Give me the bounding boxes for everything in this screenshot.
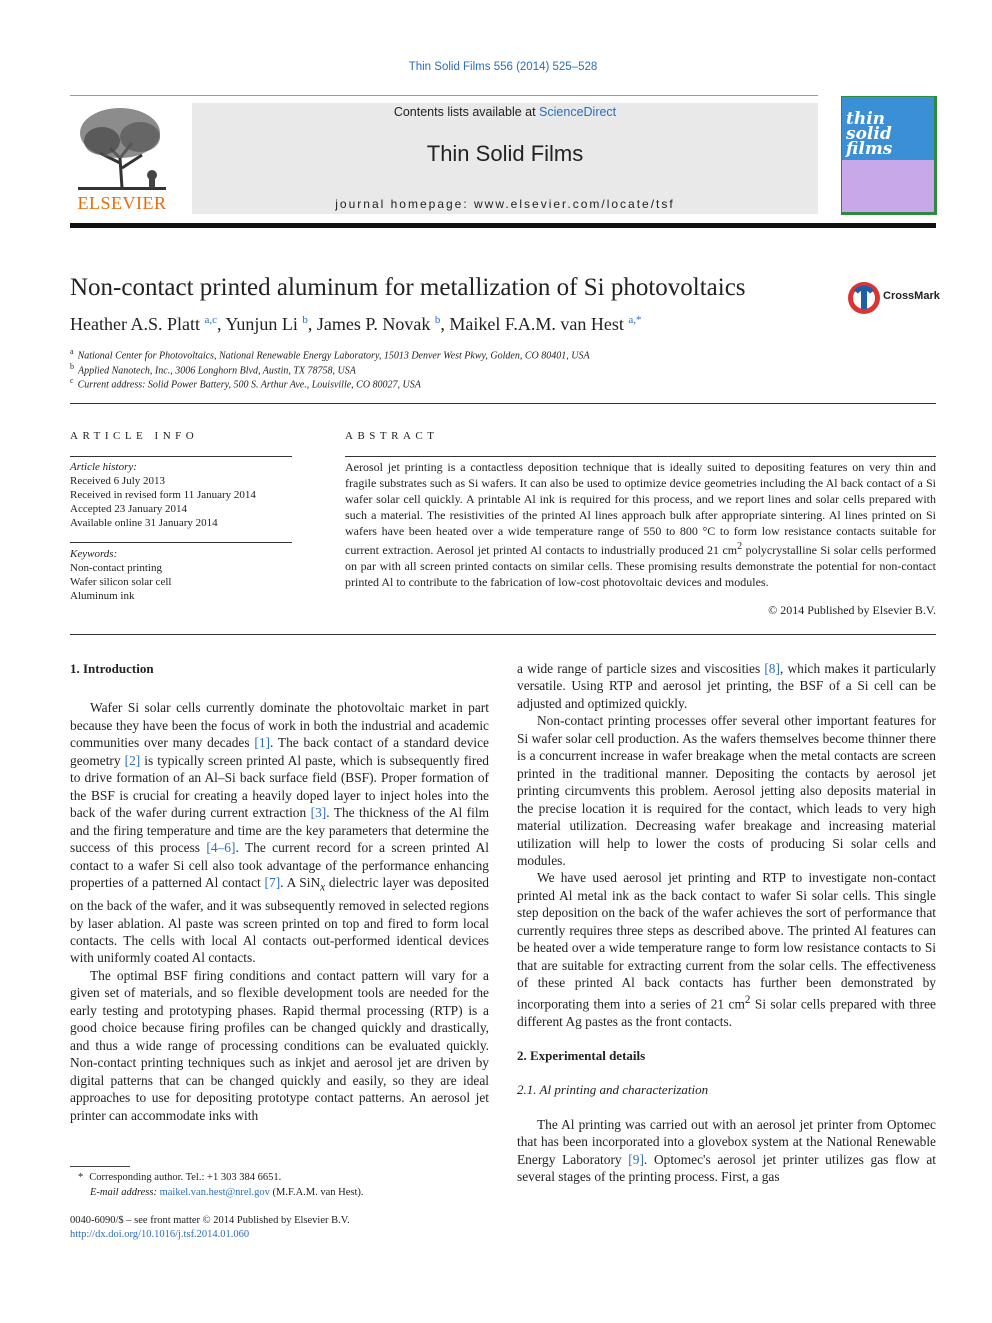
journal-citation[interactable]: Thin Solid Films 556 (2014) 525–528 — [408, 61, 598, 73]
author-sup[interactable]: a,* — [628, 314, 642, 326]
crossmark-icon[interactable] — [846, 280, 882, 316]
subsection-heading: 2.1. Al printing and characterization — [517, 1082, 709, 1098]
author-list: Heather A.S. Platt $^{a,c}$, Yunjun Li $^b$, James P. Novak $^b$, Maikel F.A.M. van Hest $^{a,*}$ — [70, 314, 642, 334]
reference-link[interactable]: [8] — [764, 661, 780, 676]
section-heading: 2. Experimental details — [517, 1047, 646, 1063]
affiliation: $^a$ National Center for Photovoltaics, National Renewable Energy Laboratory, 15013 Denver West Pkwy, Golden, CO 80401, USA — [70, 347, 590, 362]
cover-title: thin solid films — [846, 109, 893, 159]
author-sup[interactable]: b — [302, 314, 308, 326]
journal-title: Thin Solid Films — [426, 141, 584, 166]
author-name[interactable]: Yunjun Li — [225, 314, 298, 334]
author-name[interactable]: Maikel F.A.M. van Hest — [449, 314, 624, 334]
author-sup[interactable]: b — [434, 314, 441, 326]
crossmark-label[interactable]: CrossMark — [883, 290, 940, 302]
affiliation: $^c$ Current address: Solid Power Battery, 500 S. Arthur Ave., Louisville, CO 80027, USA — [70, 376, 421, 391]
article-info-heading: ARTICLE INFO — [70, 430, 199, 442]
paragraph: The Al printing was carried out with an aerosol jet printer from Optomec that has been incorporated into a glovebox system at the National Renewable Energy Laboratory [9]. Optomec's aerosol jet printer utilizes gas flow at several stages of the printing process. First, a gas — [517, 1116, 936, 1185]
section-heading: 1. Introduction — [70, 661, 154, 676]
left-column — [70, 660, 489, 1124]
divider — [70, 542, 292, 543]
paragraph: a wide range of particle sizes and viscosities [8], which makes it particularly versatile. Using RTP and aerosol jet printing, the BSF of a Si cell can be adjusted and optimized quickly. — [517, 661, 936, 711]
footnote-rule — [70, 1166, 130, 1167]
article-title: Non-contact printed aluminum for metallization of Si photovoltaics — [70, 274, 746, 301]
paragraph: Non-contact printing processes offer several other important features for Si wafer solar cell production. As the wafers themselves become thinner there is a concurrent increase in wafer breakage when the metal contacts are screen printed in the traditional manner. Depositing the contacts by aerosol jet printing circumvents this problem. Aerosol jetting also deposits material in the precise location it is required for the contact, which leads to very high material utilization. Decreasing wafer breakage and increasing material utilization will help to lower the costs of producing Si solar cells and modules. — [517, 713, 936, 868]
doi-link[interactable]: http://dx.doi.org/10.1016/j.tsf.2014.01.060 — [70, 1229, 250, 1240]
cover-lower-panel — [842, 160, 934, 212]
divider — [70, 456, 292, 457]
divider — [70, 403, 936, 404]
divider — [70, 634, 936, 635]
right-column — [517, 660, 936, 1186]
issn-line: 0040-6090/$ – see front matter © 2014 Published by Elsevier B.V. — [70, 1215, 350, 1226]
abstract-heading: ABSTRACT — [345, 430, 439, 442]
paragraph: The optimal BSF firing conditions and contact pattern will vary for a given set of materials, and so flexible development tools are needed for the early testing and prototyping phases. Rapid thermal processing (RTP) is a good choice because firing profiles can be changed quickly and drastically, and thus a wide range of processing conditions can be evaluated quickly. Non-contact printing techniques such as inkjet and aerosol jet are driven by digital patterns that can be changed quickly and easily, so they are ideal approaches to use for depositing prototype contact patterns. An aerosol jet printer can accommodate inks with — [70, 967, 489, 1123]
abstract-text: Aerosol jet printing is a contactless deposition technique that is ideally suited to depositing features on very thin and fragile substrates such as Si wafers. It can also be used to optimize device geometries including the Al back contact of a Si wafer solar cell quickly. A printable Al ink is required for this process, and we report lines and solar cells prepared with such a material. The resistivities of the printed Al lines approach bulk after appropriate sintering. Al lines printed on Si wafers have been heated over a wide temperature range of 550 to 800 °C to form low resistance contacts suitable for current extraction. Aerosol jet printed Al contacts to industrially produced 21 $cm^2$ polycrystalline Si solar cells performed on par with all screen printed contacts on similar cells. These promising results demonstrate the potential for non-contact printed Al to contribute to the fabrication of low-cost photovoltaic devices and modules. — [345, 460, 936, 589]
footnote-corresponding: * Corresponding author. Tel.: +1 303 384 6651. — [78, 1172, 282, 1183]
paragraph: Wafer Si solar cells currently dominate the photovoltaic market in part because they have been the focus of work in both the industrial and academic communities over many decades [1]. The back contact of a standard device geometry [2] is typically screen printed Al paste, which is subsequently fired to drive formation of an Al–Si back surface field (BSF). Proper formation of the BSF is crucial for creating a heavily doped layer to inject holes into the back of the wafer during current extraction [3]. The thickness of the Al film and the firing temperature and time are the key parameters that determine the success of this process [4–6]. The current record for a screen printed Al contact to a wafer Si cell also took advantage of the performance enhancing properties of a patterned Al contact [7]. A SiN$_x$ dielectric layer was deposited on the back of the wafer, and it was subsequently removed in selected regions by laser ablation. Al paste was screen printed on top and fired to form local contacts. The cells with local Al contacts out-performed identical devices with uniformly coated Al contacts. — [70, 700, 490, 966]
contents-line: Contents lists available at ScienceDirect — [393, 105, 617, 119]
reference-link[interactable]: [2] — [124, 752, 141, 768]
author-name[interactable]: Heather A.S. Platt — [70, 314, 200, 334]
header-rule — [70, 95, 818, 96]
reference-link[interactable]: [4–6] — [206, 840, 236, 856]
reference-link[interactable]: [3] — [310, 805, 327, 821]
affiliation: $^b$ Applied Nanotech, Inc., 3006 Longhorn Blvd, Austin, TX 78758, USA — [70, 362, 356, 377]
article-history: Article history: Received 6 July 2013 Received in revised form 11 January 2014 Accepted 23 January 2014 Available online 31 January 2014 — [70, 461, 256, 529]
author-sup[interactable]: a,c — [204, 314, 217, 326]
sciencedirect-link[interactable]: ScienceDirect — [539, 105, 617, 119]
elsevier-wordmark: ELSEVIER — [77, 193, 167, 213]
journal-homepage[interactable]: journal homepage: www.elsevier.com/locate/tsf — [335, 197, 675, 211]
reference-link[interactable]: [9] — [628, 1151, 644, 1167]
author-name[interactable]: James P. Novak — [316, 314, 431, 334]
footnote-email: E-mail address: maikel.van.hest@nrel.gov (M.F.A.M. van Hest). — [90, 1187, 364, 1198]
keywords: Keywords: Non-contact printing Wafer silicon solar cell Aluminum ink — [70, 548, 172, 602]
email-link[interactable]: maikel.van.hest@nrel.gov — [159, 1187, 270, 1198]
reference-link[interactable]: [1] — [254, 735, 270, 751]
reference-link[interactable]: [7] — [264, 874, 281, 890]
paragraph: We have used aerosol jet printing and RTP to investigate non-contact printed Al metal ink as the back contact to wafer Si solar cells. This single step deposition on the back of the wafer achieves the sort of performance that currently requires three steps as described above. The printed Al features can be heated over a wide temperature range to form low resistance contacts to Si that are suitable for extracting current from the solar cells. The effectiveness of these printed Al back contacts has further been demonstrated by incorporating them into a series of 21 $cm^2$ Si solar cells prepared with three different Ag pastes as the front contacts. — [517, 870, 937, 1029]
divider — [345, 456, 936, 457]
header-thick-rule — [70, 223, 936, 228]
copyright: © 2014 Published by Elsevier B.V. — [768, 603, 936, 617]
